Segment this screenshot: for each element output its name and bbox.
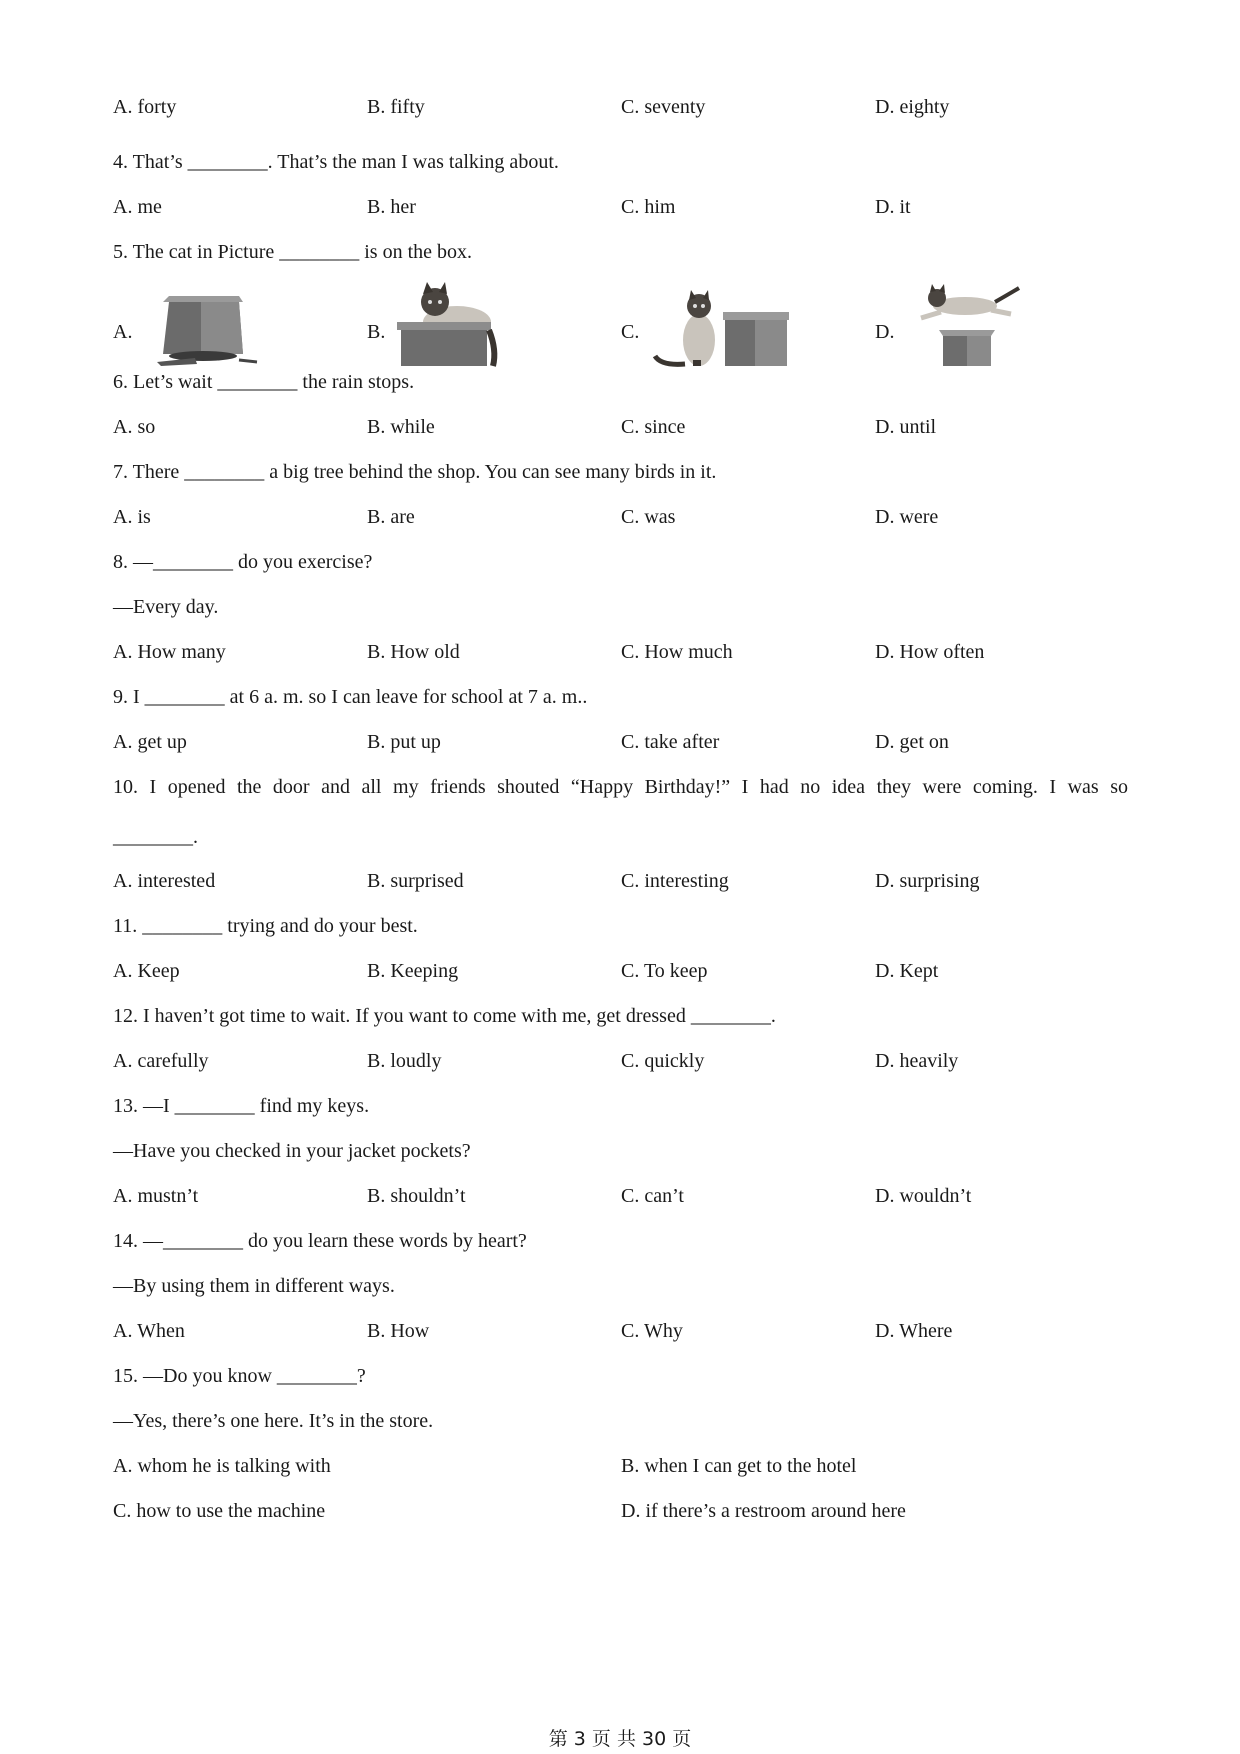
q10-option-d: D. surprising [875,870,980,892]
q6-stem: 6. Let’s wait ________ the rain stops. [113,371,415,393]
q15-option-a: A. whom he is talking with [113,1455,331,1477]
q12-option-b: B. loudly [367,1050,442,1072]
q15-options-row2 [113,1499,1133,1523]
q11-option-c: C. To keep [621,960,708,982]
q11-option-a: A. Keep [113,960,180,982]
q14-stem: 14. —________ do you learn these words by heart? [113,1230,527,1252]
q11-stem: 11. ________ trying and do your best. [113,915,418,937]
q7-option-b: B. are [367,506,415,528]
q8-options [113,640,1133,664]
q13-options [113,1184,1133,1208]
q15-option-d: D. if there’s a restroom around here [621,1500,906,1522]
q4-option-b: B. her [367,196,416,218]
q14-option-b: B. How [367,1320,430,1342]
q8-stem: 8. —________ do you exercise? [113,551,373,573]
q14-options [113,1319,1133,1343]
q10-option-a: A. interested [113,870,216,892]
q12-option-a: A. carefully [113,1050,209,1072]
cat-under-box-image [139,280,259,370]
q5-option-a-label: A. [113,321,133,343]
q12-option-d: D. heavily [875,1050,959,1072]
q15-option-b: B. when I can get to the hotel [621,1455,857,1477]
q6-option-c: C. since [621,416,686,438]
q11-option-b: B. Keeping [367,960,459,982]
q15-stem: 15. —Do you know ________? [113,1365,366,1387]
q9-options [113,730,1133,754]
q8-option-b: B. How old [367,641,460,663]
q8-reply: —Every day. [113,596,219,618]
q5-stem: 5. The cat in Picture ________ is on the box. [113,241,473,263]
q13-stem: 13. —I ________ find my keys. [113,1095,370,1117]
q8-option-d: D. How often [875,641,985,663]
q9-option-c: C. take after [621,731,720,753]
q3-options [113,95,1133,119]
q4-stem: 4. That’s ________. That’s the man I was talking about. [113,151,559,173]
q13-option-d: D. wouldn’t [875,1185,972,1207]
q5-option-c-label: C. [621,321,640,343]
q15-option-c: C. how to use the machine [113,1500,326,1522]
q15-options-row1 [113,1454,1133,1478]
cat-over-box-image [901,280,1021,370]
q8-option-a: A. How many [113,641,226,663]
q13-reply: —Have you checked in your jacket pockets? [113,1140,471,1162]
q11-option-d: D. Kept [875,960,939,982]
q3-option-b: B. fifty [367,96,425,118]
q8-option-c: C. How much [621,641,733,663]
q14-reply: —By using them in different ways. [113,1275,395,1297]
q3-option-a: A. forty [113,96,177,118]
q10-option-c: C. interesting [621,870,729,892]
cat-in-box-image [393,280,513,370]
q9-option-a: A. get up [113,731,187,753]
q12-options [113,1049,1133,1073]
q10-options [113,869,1133,893]
q14-option-d: D. Where [875,1320,953,1342]
q5-picture-options [113,280,1133,380]
q4-option-d: D. it [875,196,911,218]
q5-option-b-label: B. [367,321,386,343]
q7-stem: 7. There ________ a big tree behind the shop. You can see many birds in it. [113,461,717,483]
q15-reply: —Yes, there’s one here. It’s in the store. [113,1410,434,1432]
q13-option-c: C. can’t [621,1185,684,1207]
q3-option-c: C. seventy [621,96,706,118]
q12-option-c: C. quickly [621,1050,705,1072]
q9-stem: 9. I ________ at 6 a. m. so I can leave for school at 7 a. m.. [113,686,588,708]
q6-options [113,415,1133,439]
q14-option-a: A. When [113,1320,185,1342]
q4-option-a: A. me [113,196,162,218]
q13-option-b: B. shouldn’t [367,1185,466,1207]
q14-option-c: C. Why [621,1320,683,1342]
q12-stem: 12. I haven’t got time to wait. If you want to come with me, get dressed ________. [113,1005,776,1027]
q7-option-a: A. is [113,506,151,528]
q10-stem-continued: ________. [113,826,198,848]
q3-option-d: D. eighty [875,96,950,118]
q6-option-b: B. while [367,416,435,438]
page-number-footer: 第 3 页 共 30 页 [548,1728,692,1750]
q7-option-c: C. was [621,506,676,528]
q9-option-d: D. get on [875,731,949,753]
q4-option-c: C. him [621,196,676,218]
q9-option-b: B. put up [367,731,441,753]
q6-option-d: D. until [875,416,937,438]
q10-option-b: B. surprised [367,870,464,892]
q11-options [113,959,1133,983]
q6-option-a: A. so [113,416,156,438]
q5-option-d-label: D. [875,321,895,343]
q10-stem: 10. I opened the door and all my friends shouted “Happy Birthday!” I had no idea they were coming. I was so [113,776,1128,798]
q7-options [113,505,1133,529]
q7-option-d: D. were [875,506,939,528]
q4-options [113,195,1133,219]
cat-beside-box-image [647,280,807,370]
q13-option-a: A. mustn’t [113,1185,199,1207]
